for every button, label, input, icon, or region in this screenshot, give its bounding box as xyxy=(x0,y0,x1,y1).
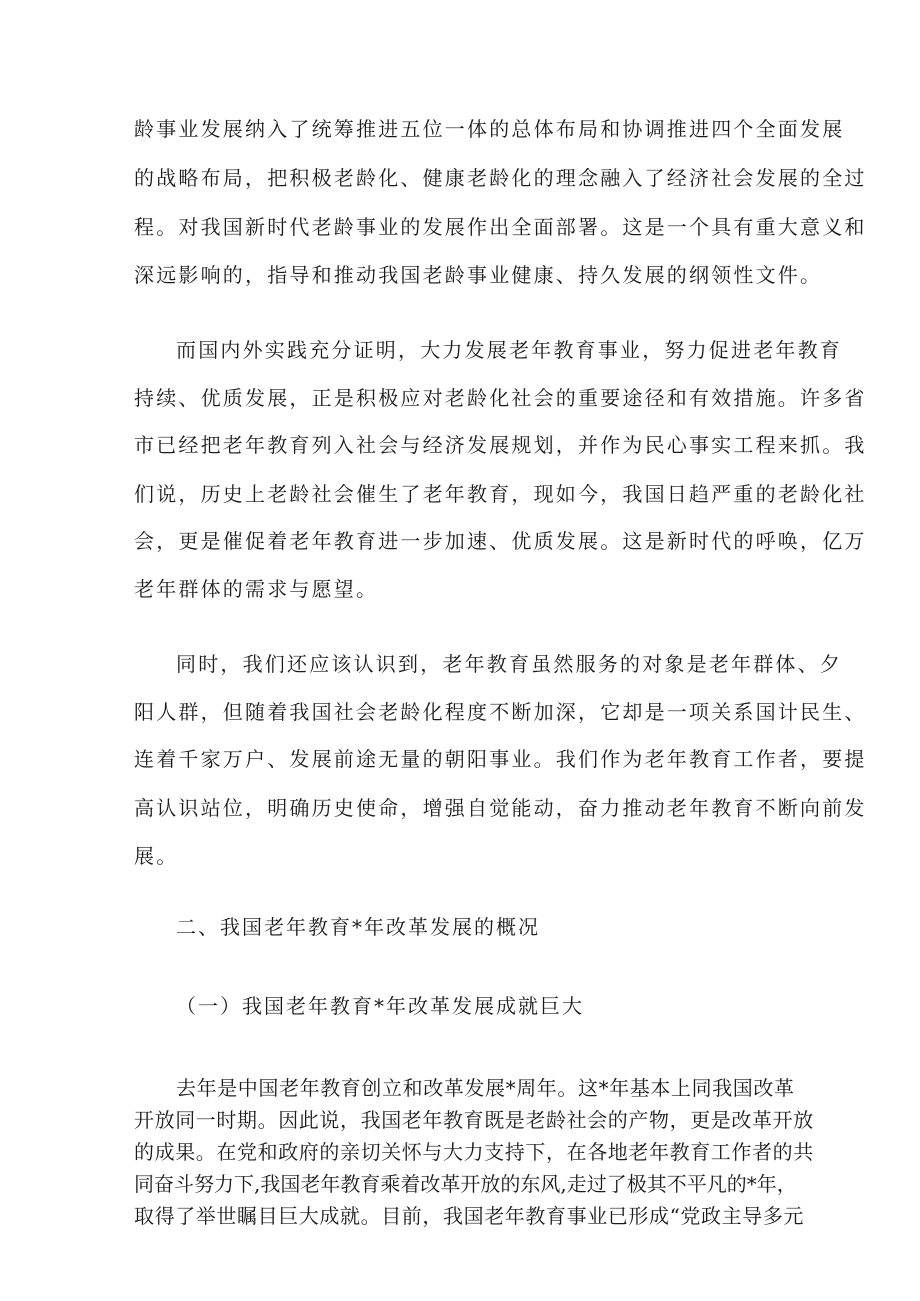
paragraph-1-line-3: 程。对我国新时代老龄事业的发展作出全面部署。这是一个具有重大意义和 xyxy=(134,215,867,239)
paragraph-4-line-2: 开放同一时期。因此说，我国老年教育既是老龄社会的产物，更是改革开放 xyxy=(134,1108,814,1132)
paragraph-2-line-4: 们说，历史上老龄社会催生了老年教育，现如今，我国日趋严重的老龄化社 xyxy=(134,482,867,506)
paragraph-2-line-5: 会，更是催促着老年教育进一步加速、优质发展。这是新时代的呼唤，亿万 xyxy=(134,529,867,553)
paragraph-3-line-3: 连着千家万户、发展前途无量的朝阳事业。我们作为老年教育工作者，要提 xyxy=(134,747,867,771)
paragraph-4-line-4: 同奋斗努力下,我国老年教育乘着改革开放的东风,走过了极其不平凡的*年， xyxy=(134,1172,797,1196)
paragraph-2-line-6: 老年群体的需求与愿望。 xyxy=(134,577,379,601)
paragraph-2-line-1: 而国内外实践充分证明，大力发展老年教育事业，努力促进老年教育 xyxy=(176,338,842,362)
paragraph-3-line-1: 同时，我们还应该认识到，老年教育虽然服务的对象是老年群体、夕 xyxy=(176,652,842,676)
paragraph-3-line-2: 阳人群，但随着我国社会老龄化程度不断加深，它却是一项关系国计民生、 xyxy=(134,700,867,724)
paragraph-4-line-5: 取得了举世瞩目巨大成就。目前，我国老年教育事业已形成“党政主导多元 xyxy=(134,1204,805,1228)
paragraph-4-line-1: 去年是中国老年教育创立和改革发展*周年。这*年基本上同我国改革 xyxy=(176,1076,795,1100)
paragraph-3-line-5: 展。 xyxy=(134,844,179,868)
paragraph-2-line-3: 市已经把老年教育列入社会与经济发展规划，并作为民心事实工程来抓。我 xyxy=(134,433,867,457)
paragraph-1-line-4: 深远影响的，指导和推动我国老龄事业健康、持久发展的纲领性文件。 xyxy=(134,263,823,287)
subsection-heading-1: （一）我国老年教育*年改革发展成就巨大 xyxy=(176,994,584,1018)
paragraph-2-line-2: 持续、优质发展，正是积极应对老龄化社会的重要途径和有效措施。许多省 xyxy=(134,386,867,410)
section-heading-2: 二、我国老年教育*年改革发展的概况 xyxy=(176,915,540,939)
paragraph-4-line-3: 的成果。在党和政府的亲切关怀与大力支持下，在各地老年教育工作者的共 xyxy=(134,1140,814,1164)
paragraph-1-line-2: 的战略布局，把积极老龄化、健康老龄化的理念融入了经济社会发展的全过 xyxy=(134,166,867,190)
paragraph-3-line-4: 高认识站位，明确历史使命，增强自觉能动，奋力推动老年教育不断向前发 xyxy=(134,796,867,820)
paragraph-1-line-1: 龄事业发展纳入了统筹推进五位一体的总体布局和协调推进四个全面发展 xyxy=(134,117,845,141)
